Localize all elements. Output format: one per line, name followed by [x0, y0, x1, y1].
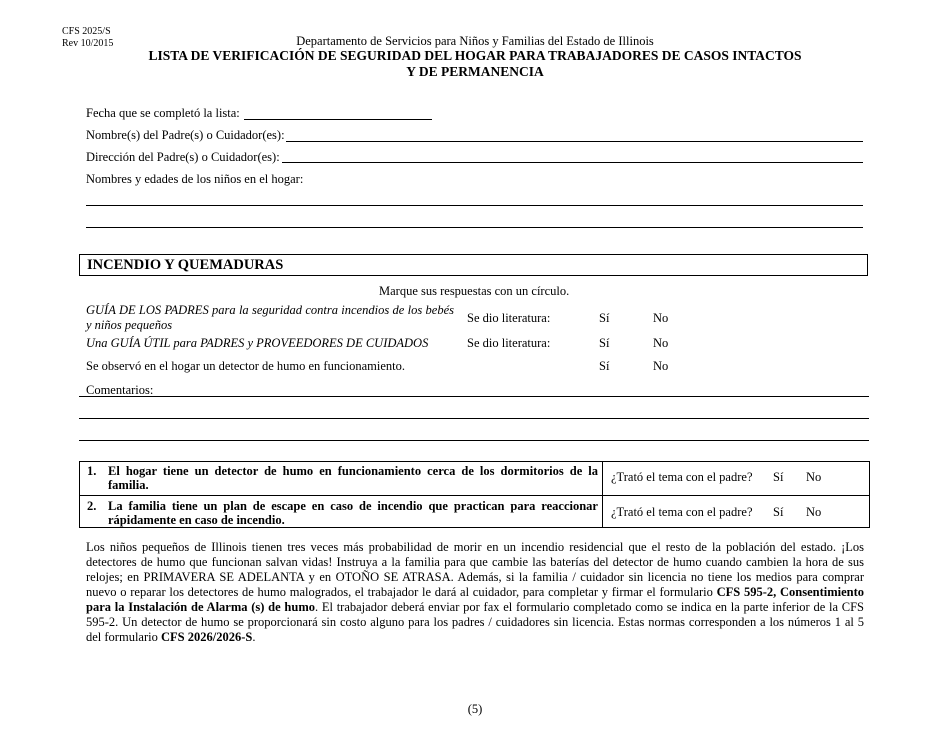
- questions-table: [79, 461, 870, 528]
- question-ask-1: ¿Trató el tema con el padre?: [611, 470, 753, 484]
- smoke-detector-observed: Se observó en el hogar un detector de humo en funcionamiento.: [86, 359, 406, 373]
- answer-yes-1[interactable]: Sí: [599, 311, 610, 325]
- section-header: [79, 254, 868, 276]
- form-id: CFS 2025/S: [62, 26, 111, 37]
- question-ask-2: ¿Trató el tema con el padre?: [611, 505, 753, 519]
- page-title-line-1: LISTA DE VERIFICACIÓN DE SEGURIDAD DEL HOGAR PARA TRABAJADORES DE CASOS INTACTOS: [148, 48, 802, 63]
- parent-names-field[interactable]: [286, 141, 863, 142]
- question-yes-1[interactable]: Sí: [773, 470, 784, 484]
- answer-yes-2[interactable]: Sí: [599, 336, 610, 350]
- answer-yes-3[interactable]: Sí: [599, 359, 610, 373]
- date-field[interactable]: [244, 119, 432, 120]
- comments-line-2[interactable]: [79, 418, 869, 419]
- parent-address-field[interactable]: [282, 162, 863, 163]
- questions-divider: [602, 462, 603, 527]
- question-row-2: [80, 495, 869, 529]
- department-name: Departamento de Servicios para Niños y Familias del Estado de Illinois: [296, 34, 654, 48]
- question-no-2[interactable]: No: [806, 505, 822, 519]
- form-revision: Rev 10/2015: [62, 38, 114, 49]
- page-number: (5): [467, 702, 483, 716]
- question-number-2: 2.: [87, 499, 97, 513]
- page-title-line-2: Y DE PERMANENCIA: [406, 64, 544, 79]
- answer-no-1[interactable]: No: [653, 311, 669, 325]
- info-paragraph-bold-1: CFS 595-2, Consentimiento para la Instalación de Alarma (s) de humo: [86, 585, 864, 614]
- answer-no-3[interactable]: No: [653, 359, 669, 373]
- parent-names-label: Nombre(s) del Padre(s) o Cuidador(es):: [86, 128, 285, 142]
- children-field-line-2[interactable]: [86, 227, 863, 228]
- question-no-1[interactable]: No: [806, 470, 822, 484]
- comments-label: Comentarios:: [86, 383, 154, 397]
- section-instruction: Marque sus respuestas con un círculo.: [379, 284, 570, 298]
- question-row-1: [80, 462, 869, 495]
- date-label: Fecha que se completó la lista:: [86, 106, 240, 120]
- question-number-1: 1.: [87, 464, 97, 478]
- info-paragraph-part-1: Los niños pequeños de Illinois tienen tres veces más probabilidad de morir en un incendio residencial que el resto de la población del estado. ¡Los detectores de humo que funcionan salvan vidas! Instruya a la familia para que cambie las baterías del detector de humo cuando cambien la hora de sus relojes; en PRIMAVERA SE ADELANTA y en OTOÑO SE ATRASA. Además, si la familia / cuidador sin licencia no tiene los medios para comprar nuevo o reparar los detectores de humo malogrados, el trabajador le dará al cuidador, para completar y firmar el formulario: [86, 540, 864, 599]
- comments-line-1[interactable]: [79, 396, 869, 397]
- literature-given-label-1: Se dio literatura:: [467, 311, 551, 325]
- question-text-2: La familia tiene un plan de escape en caso de incendio que practican para reaccionar rápidamente en caso de incendio.: [108, 499, 598, 527]
- info-paragraph-part-3: .: [252, 630, 256, 644]
- info-paragraph-bold-2: CFS 2026/2026-S: [160, 630, 253, 644]
- children-label: Nombres y edades de los niños en el hogar:: [86, 172, 304, 186]
- question-text-1: El hogar tiene un detector de humo en funcionamiento cerca de los dormitorios de la familia.: [108, 464, 598, 492]
- info-paragraph-part-2: . El trabajador deberá enviar por fax el formulario completado como se indica en la parte inferior de la CFS 595-2. Un detector de humo se proporcionará sin costo alguno para los padres / cuidadores sin licencia. Estas normas corresponden a los números 1 al 5 del formulario: [86, 600, 864, 644]
- parent-address-label: Dirección del Padre(s) o Cuidador(es):: [86, 150, 280, 164]
- literature-item-2: Una GUÍA ÚTIL para PADRES y PROVEEDORES DE CUIDADOS: [86, 336, 429, 350]
- answer-no-2[interactable]: No: [653, 336, 669, 350]
- literature-item-1: GUÍA DE LOS PADRES para la seguridad contra incendios de los bebés y niños pequeños: [86, 303, 454, 332]
- literature-given-label-2: Se dio literatura:: [467, 336, 551, 350]
- children-field-line-1[interactable]: [86, 205, 863, 206]
- section-title: INCENDIO Y QUEMADURAS: [87, 257, 284, 273]
- info-paragraph: [86, 540, 864, 645]
- comments-line-3[interactable]: [79, 440, 869, 441]
- question-yes-2[interactable]: Sí: [773, 505, 784, 519]
